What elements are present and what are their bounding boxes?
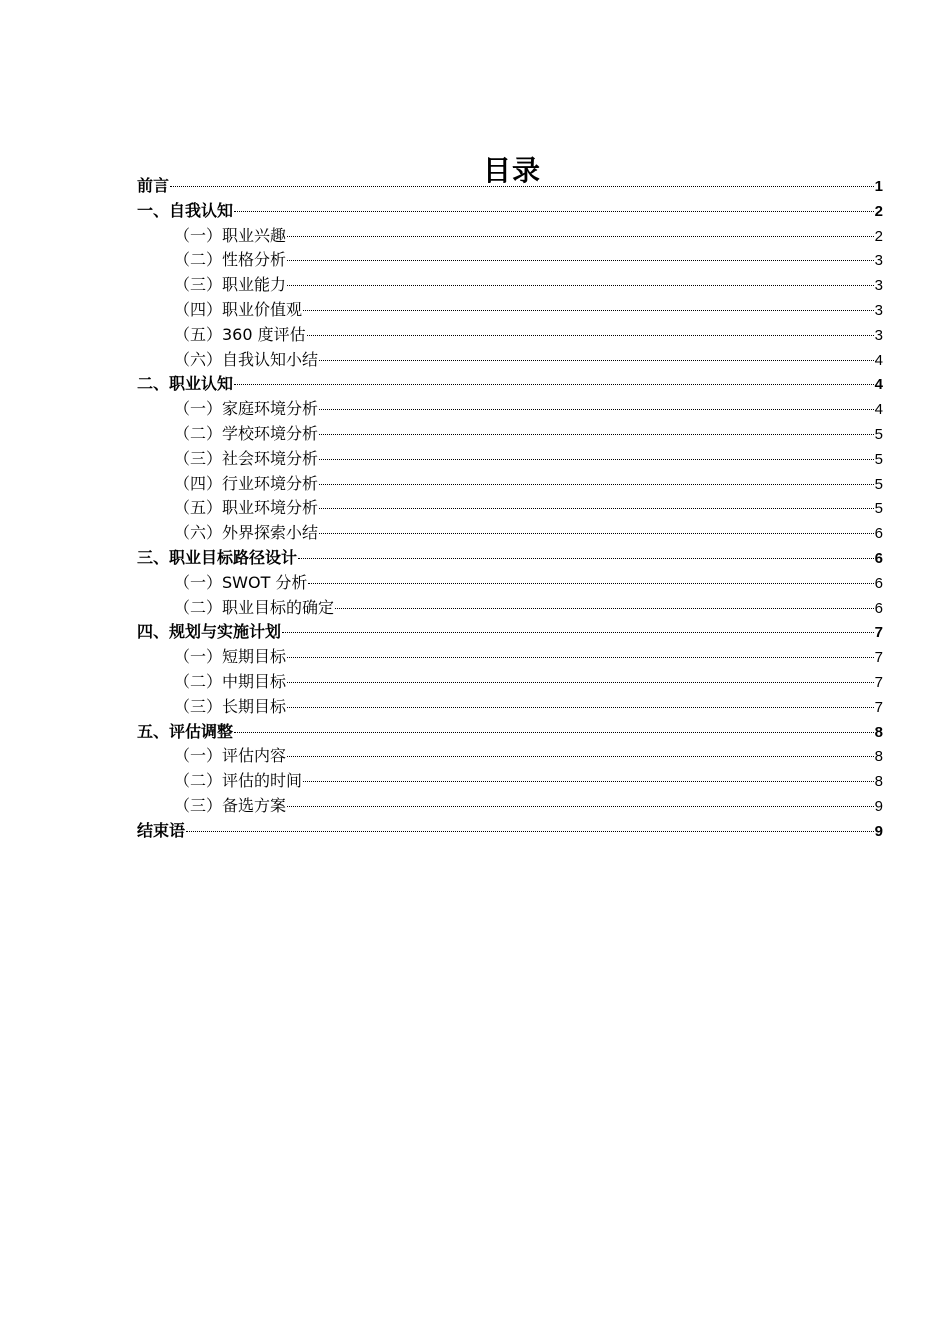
toc-page-number: 8 [874,723,883,741]
toc-page-number: 4 [874,376,883,394]
toc-page-number: 8 [874,773,883,791]
toc-page-number: 7 [874,649,883,667]
toc-subsection-entry[interactable] [137,645,883,670]
toc-page-number: 2 [874,202,883,220]
toc-dot-leader [287,235,874,237]
toc-entry-label: 四、规划与实施计划 [137,622,282,642]
toc-dot-leader [287,755,874,757]
toc-entry-label: （四）行业环境分析 [174,473,319,493]
toc-dot-leader [319,408,874,410]
toc-page-number: 9 [874,797,883,815]
toc-subsection-entry[interactable] [137,794,883,819]
toc-section-entry[interactable] [137,720,883,745]
toc-entry-label: （六）自我认知小结 [174,349,319,369]
toc-entry-label: （六）外界探索小结 [174,523,319,543]
toc-entry-label: 三、职业目标路径设计 [137,547,298,567]
toc-page-number: 7 [874,698,883,716]
toc-dot-leader [282,631,874,633]
toc-subsection-entry[interactable] [137,348,883,373]
toc-subsection-entry[interactable] [137,472,883,497]
toc-subsection-entry[interactable] [137,447,883,472]
toc-page-number: 5 [874,450,883,468]
toc-subsection-entry[interactable] [137,248,883,273]
toc-dot-leader [335,607,874,609]
toc-entry-label: （四）职业价值观 [174,299,303,319]
toc-dot-leader [186,830,874,832]
toc-title: 目录 [482,153,541,187]
toc-section-entry[interactable] [137,199,883,224]
toc-dot-leader [287,805,874,807]
toc-list [137,174,883,844]
toc-dot-leader [319,359,874,361]
toc-page-number: 3 [874,301,883,319]
toc-page-number: 3 [874,252,883,270]
toc-entry-label: 二、职业认知 [137,374,234,394]
toc-dot-leader [303,780,874,782]
toc-entry-label: （二）学校环境分析 [174,423,319,443]
toc-dot-leader [287,656,874,658]
toc-entry-label: 结束语 [137,820,186,840]
toc-entry-label: （二）中期目标 [174,671,287,691]
toc-subsection-entry[interactable] [137,744,883,769]
toc-page-number: 5 [874,500,883,518]
toc-dot-leader [319,458,874,460]
toc-dot-leader [234,731,874,733]
toc-subsection-entry[interactable] [137,298,883,323]
toc-entry-label: （五）职业环境分析 [174,498,319,518]
toc-subsection-entry[interactable] [137,496,883,521]
toc-page-number: 5 [874,475,883,493]
toc-entry-label: （二）性格分析 [174,250,287,270]
toc-dot-leader [234,210,874,212]
toc-subsection-entry[interactable] [137,596,883,621]
toc-entry-label: （一）评估内容 [174,746,287,766]
toc-entry-label: （五）360 度评估 [174,324,306,344]
toc-subsection-entry[interactable] [137,571,883,596]
toc-dot-leader [308,582,873,584]
toc-dot-leader [287,681,874,683]
toc-dot-leader [298,557,874,559]
toc-entry-label: 一、自我认知 [137,200,234,220]
toc-dot-leader [287,284,874,286]
toc-dot-leader [307,334,874,336]
toc-page-number: 9 [874,822,883,840]
toc-entry-label: （一）职业兴趣 [174,225,287,245]
toc-section-entry[interactable] [137,174,883,199]
toc-dot-leader [319,532,874,534]
toc-dot-leader [319,507,874,509]
toc-entry-label: （三）社会环境分析 [174,448,319,468]
toc-subsection-entry[interactable] [137,695,883,720]
toc-section-entry[interactable] [137,819,883,844]
toc-entry-label: （一）短期目标 [174,647,287,667]
toc-page-number: 6 [874,574,883,592]
toc-entry-label: （三）备选方案 [174,795,287,815]
toc-page-number: 6 [874,525,883,543]
toc-subsection-entry[interactable] [137,397,883,422]
toc-subsection-entry[interactable] [137,521,883,546]
toc-subsection-entry[interactable] [137,323,883,348]
toc-subsection-entry[interactable] [137,670,883,695]
toc-subsection-entry[interactable] [137,769,883,794]
toc-entry-label: （二）职业目标的确定 [174,597,335,617]
toc-entry-label: （三）长期目标 [174,696,287,716]
toc-page-number: 6 [874,549,883,567]
toc-section-entry[interactable] [137,546,883,571]
toc-page-number: 1 [874,178,883,195]
toc-dot-leader [319,483,874,485]
toc-page-number: 4 [874,351,883,369]
toc-entry-label: （一）家庭环境分析 [174,399,319,419]
toc-dot-leader [234,383,874,385]
toc-page-number: 7 [874,624,883,642]
toc-subsection-entry[interactable] [137,422,883,447]
toc-dot-leader [287,259,874,261]
toc-page-number: 3 [874,326,883,344]
toc-section-entry[interactable] [137,620,883,645]
toc-entry-label: （三）职业能力 [174,275,287,295]
toc-page-number: 4 [874,401,883,419]
toc-entry-label: 前言 [137,176,170,195]
toc-dot-leader [303,309,874,311]
toc-page-number: 8 [874,748,883,766]
toc-dot-leader [170,185,874,187]
toc-dot-leader [287,706,874,708]
toc-entry-label: （二）评估的时间 [174,771,303,791]
toc-section-entry[interactable] [137,372,883,397]
toc-page-number: 5 [874,425,883,443]
toc-subsection-entry[interactable] [137,224,883,249]
toc-page-number: 3 [874,277,883,295]
toc-dot-leader [319,433,874,435]
toc-page-number: 2 [874,227,883,245]
toc-entry-label: 五、评估调整 [137,721,234,741]
toc-page-number: 6 [874,599,883,617]
toc-entry-label: （一）SWOT 分析 [174,572,308,592]
toc-page-number: 7 [874,673,883,691]
toc-subsection-entry[interactable] [137,273,883,298]
